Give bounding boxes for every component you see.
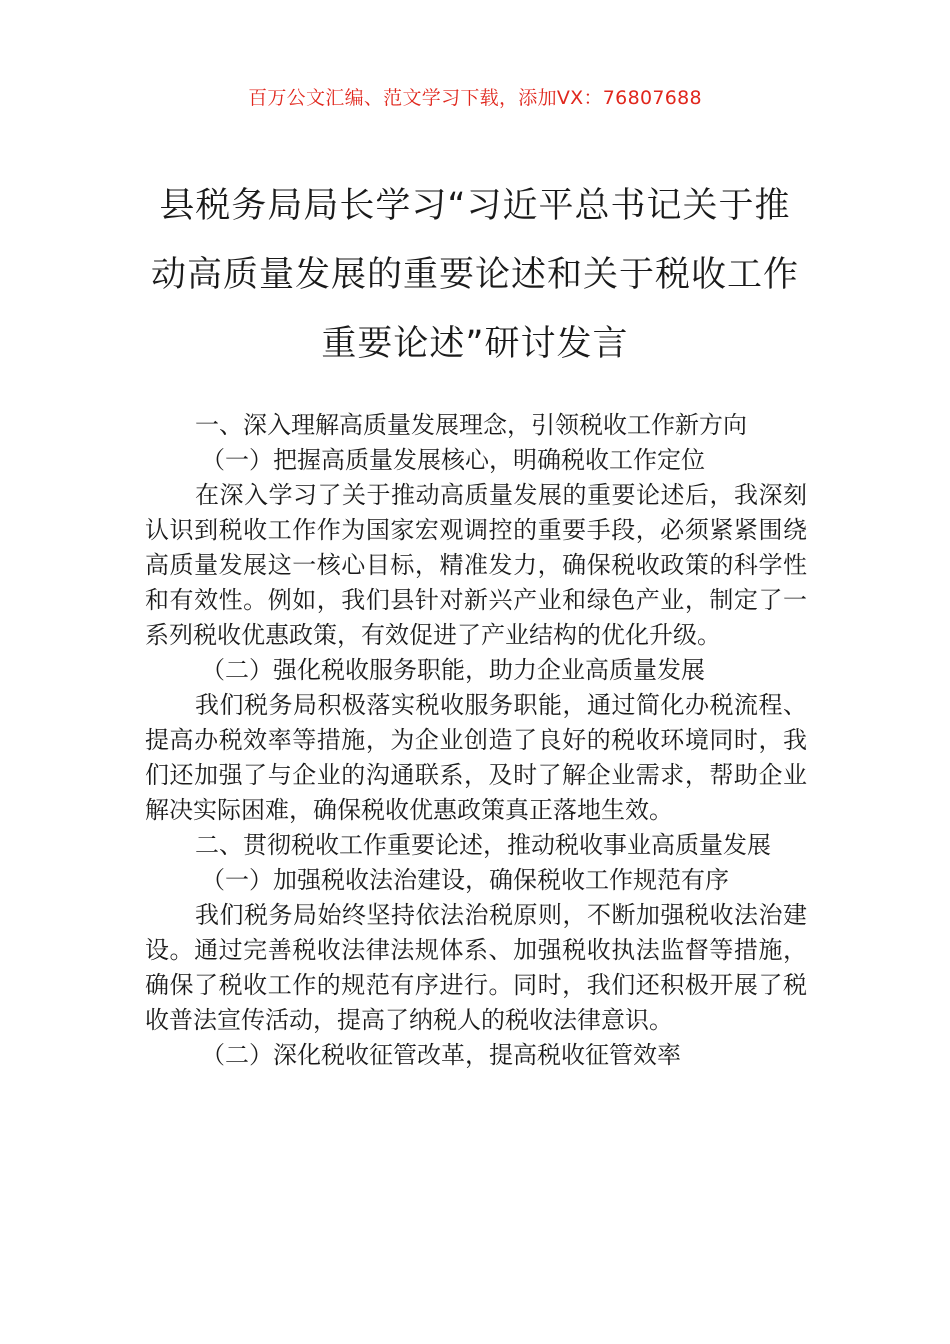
title-line-3: 重要论述”研讨发言 [321, 324, 629, 364]
subsection-heading-2-1: （一）加强税收法治建设，确保税收工作规范有序 [201, 866, 729, 894]
section-heading-2: 二、贯彻税收工作重要论述，推动税收事业高质量发展 [195, 831, 771, 859]
subsection-heading-1-1: （一）把握高质量发展核心，明确税收工作定位 [201, 446, 705, 474]
section-heading-1: 一、深入理解高质量发展理念，引领税收工作新方向 [195, 411, 747, 439]
title-line-1: 县税务局局长学习“习近平总书记关于推 [159, 186, 791, 226]
title-line-2: 动高质量发展的重要论述和关于税收工作 [150, 255, 799, 295]
document-title [140, 172, 810, 379]
body-paragraph: 我们税务局始终坚持依法治税原则，不断加强税收法治建设。通过完善税收法律法规体系、加强税收执法监督等措施，确保了税收工作的规范有序进行。同时，我们还积极开展了税收普法宣传活动，提高了纳税人的税收法律意识。 [145, 901, 807, 1034]
subsection-heading-2-2: （二）深化税收征管改革，提高税收征管效率 [201, 1041, 681, 1069]
body-paragraph: 我们税务局积极落实税收服务职能，通过简化办税流程、提高办税效率等措施，为企业创造了良好的税收环境同时，我们还加强了与企业的沟通联系，及时了解企业需求，帮助企业解决实际困难，确保税收优惠政策真正落地生效。 [145, 691, 807, 824]
subsection-heading-1-2: （二）强化税收服务职能，助力企业高质量发展 [201, 656, 705, 684]
document-body [145, 408, 807, 1073]
header-banner: 百万公文汇编、范文学习下载，添加VX：76807688 [248, 87, 702, 109]
body-paragraph: 在深入学习了关于推动高质量发展的重要论述后，我深刻认识到税收工作作为国家宏观调控的重要手段，必须紧紧围绕高质量发展这一核心目标，精准发力，确保税收政策的科学性和有效性。例如，我们县针对新兴产业和绿色产业，制定了一系列税收优惠政策，有效促进了产业结构的优化升级。 [145, 481, 807, 649]
